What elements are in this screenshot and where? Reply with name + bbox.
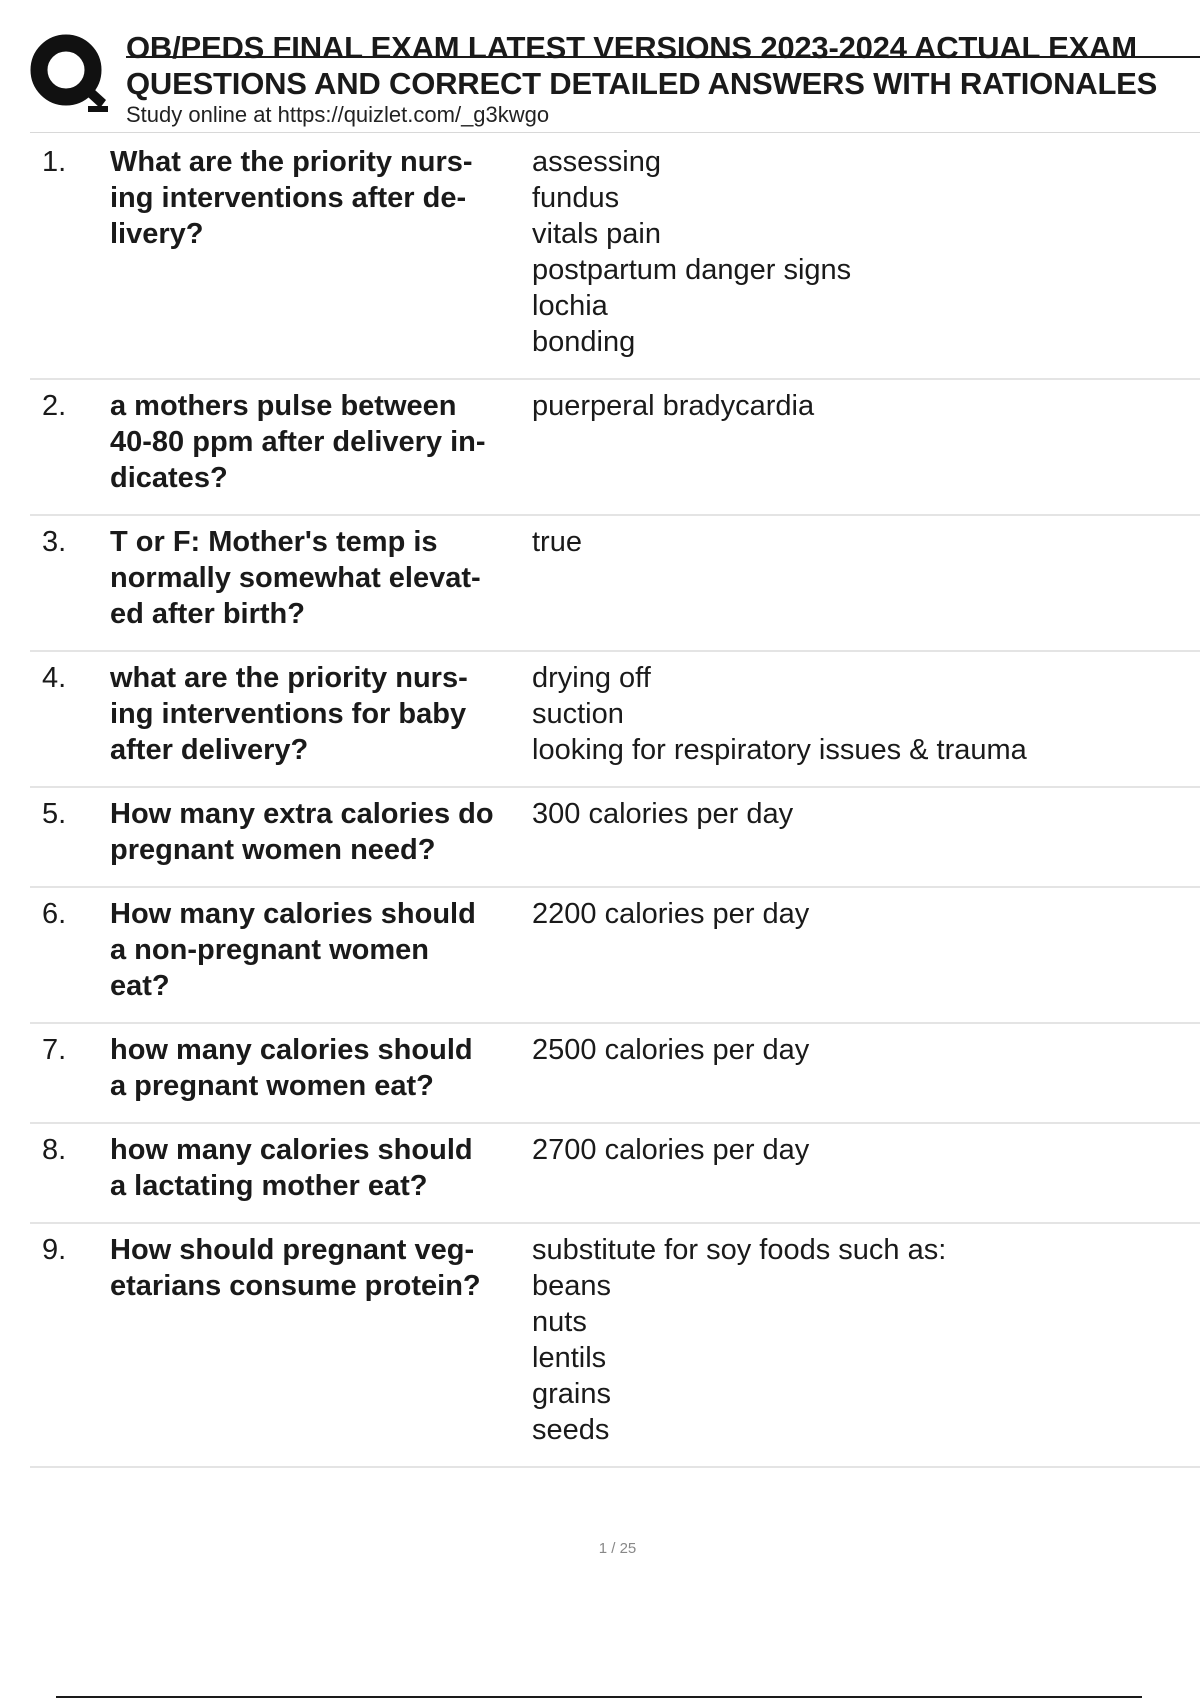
- answer-text: [532, 144, 1200, 360]
- answer-line: 2700 calories per day: [532, 1134, 810, 1166]
- question-line: pregnant women need?: [110, 834, 436, 866]
- answer-line: suction: [532, 698, 624, 730]
- qa-row: [30, 1024, 1200, 1124]
- answer-line: looking for respiratory issues & trauma: [532, 734, 1027, 766]
- answer-line: substitute for soy foods such as:: [532, 1234, 947, 1266]
- answer-text: [532, 796, 1200, 868]
- answer-line: 2200 calories per day: [532, 898, 810, 930]
- question-line: what are the priority nurs-: [110, 662, 468, 694]
- answer-line: fundus: [532, 182, 620, 214]
- question-text: [110, 524, 532, 632]
- item-number: 5.: [42, 798, 67, 830]
- question-line: etarians consume protein?: [110, 1270, 481, 1302]
- answer-text: [532, 524, 1200, 632]
- answer-line: vitals pain: [532, 218, 661, 250]
- question-line: after delivery?: [110, 734, 309, 766]
- qa-row: [30, 380, 1200, 516]
- question-line: livery?: [110, 218, 204, 250]
- question-line: a lactating mother eat?: [110, 1170, 428, 1202]
- answer-text: [532, 1032, 1200, 1104]
- document-header: [0, 0, 1200, 132]
- answer-line: 2500 calories per day: [532, 1034, 810, 1066]
- title-line-2: QUESTIONS AND CORRECT DETAILED ANSWERS WITH RATIONALES: [126, 66, 1158, 101]
- document-title: [126, 30, 1200, 102]
- qa-row: [30, 888, 1200, 1024]
- answer-line: nuts: [532, 1306, 587, 1338]
- question-line: ed after birth?: [110, 598, 305, 630]
- answer-line: puerperal bradycardia: [532, 390, 815, 422]
- qa-row: [30, 136, 1200, 380]
- question-text: [110, 1232, 532, 1448]
- answer-text: [532, 1132, 1200, 1204]
- answer-text: [532, 896, 1200, 1004]
- title-line-1: OB/PEDS FINAL EXAM LATEST VERSIONS 2023-2024 ACTUAL EXAM: [126, 30, 1137, 65]
- question-line: T or F: Mother's temp is: [110, 526, 438, 558]
- question-line: a pregnant women eat?: [110, 1070, 434, 1102]
- item-number: 7.: [42, 1034, 67, 1066]
- answer-line: lochia: [532, 290, 608, 322]
- question-text: [110, 388, 532, 496]
- qa-row: [30, 516, 1200, 652]
- item-number: 3.: [42, 526, 67, 558]
- question-line: How should pregnant veg-: [110, 1234, 475, 1266]
- question-text: [110, 1032, 532, 1104]
- question-line: 40-80 ppm after delivery in-: [110, 426, 486, 458]
- answer-line: postpartum danger signs: [532, 254, 852, 286]
- question-line: how many calories should: [110, 1034, 473, 1066]
- question-line: normally somewhat elevat-: [110, 562, 481, 594]
- answer-text: [532, 1232, 1200, 1448]
- answer-line: beans: [532, 1270, 612, 1302]
- qa-row: [30, 1124, 1200, 1224]
- question-line: What are the priority nurs-: [110, 146, 473, 178]
- answer-line: grains: [532, 1378, 611, 1410]
- question-line: dicates?: [110, 462, 228, 494]
- answer-line: 300 calories per day: [532, 798, 794, 830]
- item-number: 1.: [42, 146, 67, 178]
- study-online-link[interactable]: Study online at https://quizlet.com/_g3kwgo: [126, 102, 550, 127]
- question-line: a non-pregnant women: [110, 934, 429, 966]
- qa-list: [30, 136, 1200, 1468]
- question-text: [110, 144, 532, 360]
- header-divider: [30, 132, 1200, 133]
- question-text: [110, 1132, 532, 1204]
- item-number: 4.: [42, 662, 67, 694]
- answer-line: seeds: [532, 1414, 610, 1446]
- answer-text: [532, 660, 1200, 768]
- question-text: [110, 896, 532, 1004]
- qa-row: [30, 788, 1200, 888]
- question-line: how many calories should: [110, 1134, 473, 1166]
- item-number: 6.: [42, 898, 67, 930]
- answer-text: [532, 388, 1200, 496]
- question-line: ing interventions after de-: [110, 182, 467, 214]
- page-bottom-rule: [56, 1696, 1142, 1698]
- item-number: 2.: [42, 390, 67, 422]
- question-line: eat?: [110, 970, 170, 1002]
- question-line: ing interventions for baby: [110, 698, 467, 730]
- quizlet-q-icon: [30, 32, 108, 112]
- qa-row: [30, 1224, 1200, 1468]
- answer-line: true: [532, 526, 582, 558]
- question-text: [110, 796, 532, 868]
- answer-line: assessing: [532, 146, 661, 178]
- question-line: How many extra calories do: [110, 798, 494, 830]
- question-line: How many calories should: [110, 898, 476, 930]
- question-text: [110, 660, 532, 768]
- item-number: 8.: [42, 1134, 67, 1166]
- item-number: 9.: [42, 1234, 67, 1266]
- page-indicator: 1 / 25: [598, 1540, 637, 1557]
- question-line: a mothers pulse between: [110, 390, 457, 422]
- answer-line: drying off: [532, 662, 651, 694]
- qa-row: [30, 652, 1200, 788]
- answer-line: lentils: [532, 1342, 607, 1374]
- answer-line: bonding: [532, 326, 636, 358]
